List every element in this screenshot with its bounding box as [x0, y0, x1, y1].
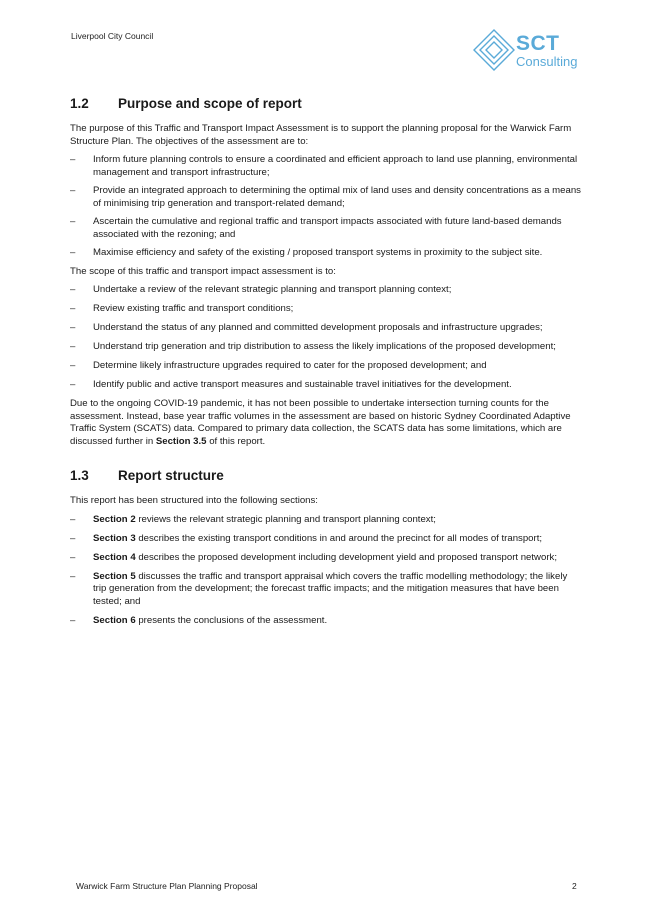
list-item: – Ascertain the cumulative and regional traffic and transport impacts associated with future land-based demands associated with the rezoning; and — [70, 216, 562, 240]
footer-page-number: 2 — [572, 881, 577, 891]
section-title: Report structure — [118, 468, 224, 483]
list-item: – Section 5 discusses the traffic and transport appraisal which covers the traffic modelling methodology; the likely trip generation from the development; the forecast traffic impacts; and the mitigation measures that have been tested; and — [70, 570, 568, 607]
list-item: – Review existing traffic and transport conditions; — [70, 303, 294, 314]
list-item: – Undertake a review of the relevant strategic planning and transport planning context; — [70, 284, 452, 295]
scope-intro: The scope of this traffic and transport impact assessment is to: — [70, 265, 336, 277]
objectives-list — [70, 154, 582, 260]
footer-document-title: Warwick Farm Structure Plan Planning Proposal — [76, 881, 258, 891]
list-item: – Determine likely infrastructure upgrades required to cater for the proposed development; and — [70, 360, 487, 371]
sct-consulting-logo — [472, 28, 592, 72]
list-item: – Maximise efficiency and safety of the existing / proposed transport systems in proximity to the subject site. — [70, 247, 543, 258]
section-reference: Section 3.5 — [155, 435, 207, 447]
logo-text: SCT — [516, 32, 560, 55]
structure-list — [70, 514, 582, 628]
logo-subtext: Consulting — [516, 54, 578, 69]
header-organisation: Liverpool City Council — [71, 31, 154, 41]
scope-list — [70, 284, 582, 392]
section-heading-1-3 — [70, 468, 582, 483]
list-item: – Section 4 describes the proposed development including development yield and proposed transport network; — [70, 551, 557, 563]
list-item: – Section 3 describes the existing transport conditions in and around the precinct for all modes of transport; — [70, 532, 543, 544]
section-number: 1.2 — [70, 96, 89, 111]
section-title: Purpose and scope of report — [118, 96, 302, 111]
list-item: – Section 2 reviews the relevant strategic planning and transport planning context; — [70, 513, 436, 525]
section-number: 1.3 — [70, 468, 89, 483]
list-item: – Section 6 presents the conclusions of the assessment. — [70, 614, 328, 626]
diamond-logo-icon — [472, 28, 516, 72]
list-item: – Provide an integrated approach to determining the optimal mix of land uses and density concentrations as a means of minimising trip generation and transport-related demand; — [70, 185, 581, 209]
list-item: – Inform future planning controls to ensure a coordinated and efficient approach to land use planning, environmental management and transport infrastructure; — [70, 154, 578, 178]
purpose-intro: The purpose of this Traffic and Transport Impact Assessment is to support the planning proposal for the Warwick Farm Structure Plan. The objectives of the assessment are to: — [70, 123, 572, 147]
structure-intro: This report has been structured into the following sections: — [70, 495, 318, 506]
report-body — [70, 96, 582, 634]
list-item: – Understand trip generation and trip distribution to assess the likely implications of the proposed development; — [70, 341, 556, 352]
list-item: – Identify public and active transport measures and sustainable travel initiatives for the development. — [70, 379, 512, 390]
section-heading-1-2 — [70, 96, 582, 111]
covid-paragraph: Due to the ongoing COVID-19 pandemic, it has not been possible to undertake intersection turning counts for the assessment. Instead, base year traffic volumes in the assessment are based on historic Sydney Coordinated Adaptive Traffic System (SCATS) data. Compared to primary data collection, the SCATS data has some limitations, which are discussed further in Section 3.5 of this report. — [70, 398, 571, 447]
list-item: – Understand the status of any planned and committed development proposals and infrastructure upgrades; — [70, 322, 543, 333]
